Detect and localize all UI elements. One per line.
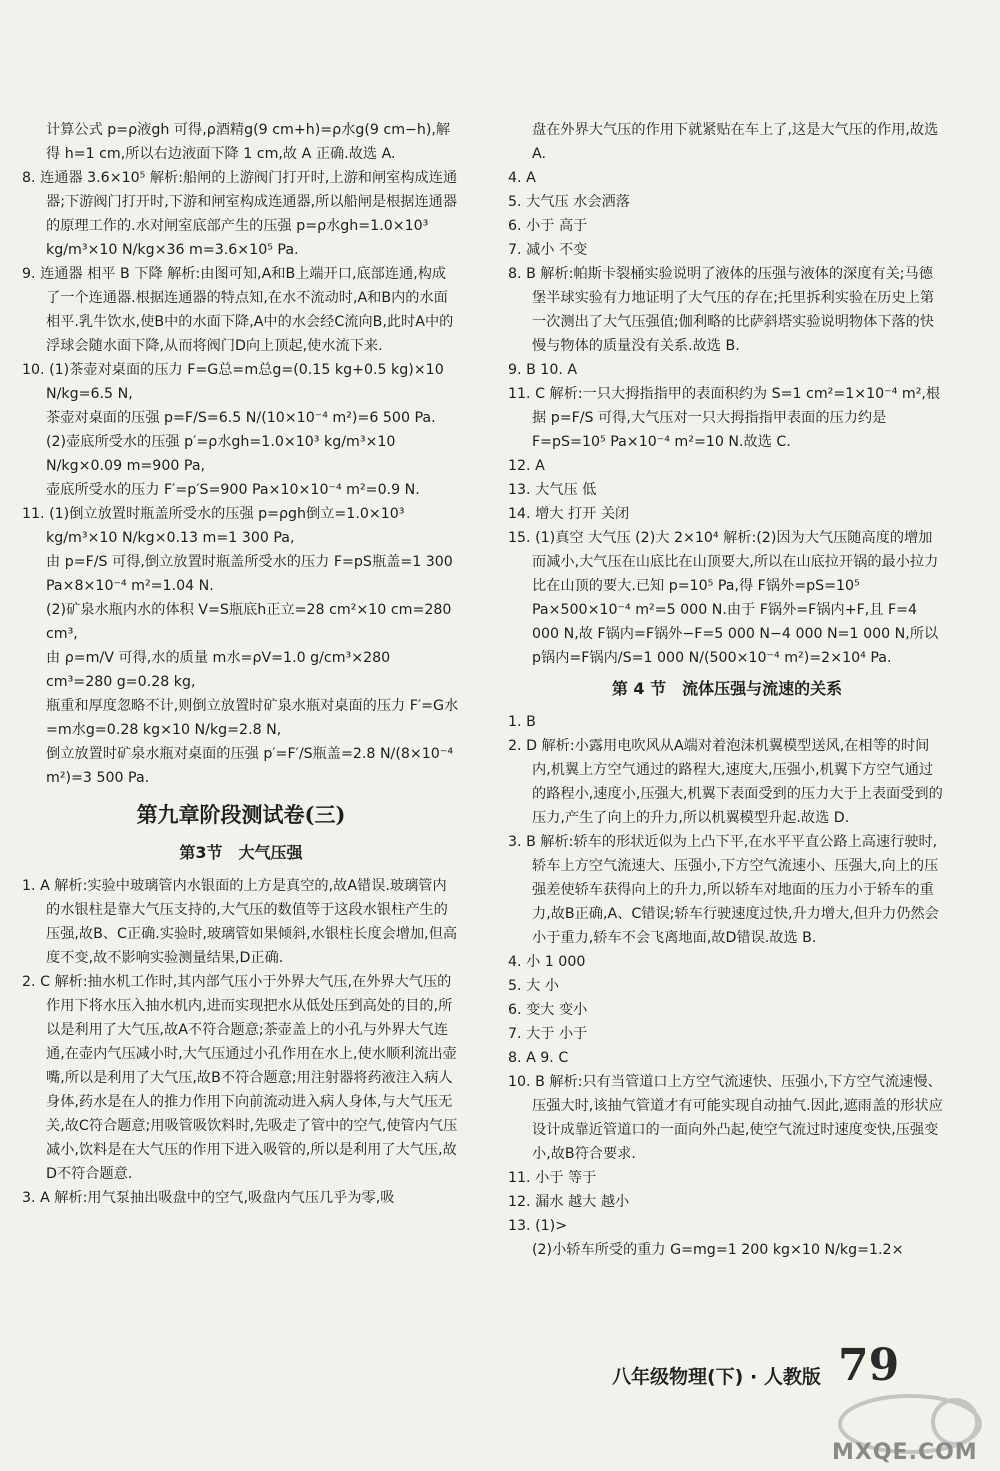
answer-number: 9.	[508, 362, 522, 378]
answer-subline: (2)矿泉水瓶内水的体积 V=S瓶底h正立=28 cm²×10 cm=280 cm³,	[46, 602, 452, 642]
answer-item	[508, 166, 946, 190]
answer-number: 10.	[22, 362, 45, 378]
answer-text: B 10. A	[526, 362, 578, 378]
answer-item	[508, 358, 946, 382]
answer-number: 11.	[22, 506, 45, 522]
answer-item	[508, 1166, 946, 1190]
answer-text: (1)茶壶对桌面的压力 F=G总=m总g=(0.15 kg+0.5 kg)×10 N/kg=6.5 N,	[46, 362, 444, 402]
answer-text: 漏水 越大 越小	[535, 1194, 630, 1210]
answer-number: 7.	[508, 1026, 522, 1042]
answer-item	[508, 998, 946, 1022]
section-title: 第 4 节 流体压强与流速的关系	[611, 679, 843, 698]
answer-number: 4.	[508, 170, 522, 186]
answer-item	[508, 830, 946, 950]
answer-number: 6.	[508, 218, 522, 234]
answer-number: 5.	[508, 194, 522, 210]
answer-item	[22, 262, 460, 358]
answer-text: 连通器 3.6×10⁵ 解析:船闸的上游阀门打开时,上游和闸室构成连通器;下游阀门打开时,下游和闸室构成连通器,所以船闸是根据连通器的原理工作的.水对闸室底部产生的压强 p=ρ水gh=1.0×10³ kg/m³×10 N/kg×36 m=3.6×10⁵ Pa.	[40, 170, 458, 258]
answer-text: 大气压 水会洒落	[526, 194, 630, 210]
answer-subline: 瓶重和厚度忽略不计,则倒立放置时矿泉水瓶对桌面的压力 F′=G水=m水g=0.28 kg×10 N/kg=2.8 N,	[46, 698, 459, 738]
left-column	[22, 118, 460, 1210]
answer-item	[508, 950, 946, 974]
answer-number: 4.	[508, 954, 522, 970]
watermark-text: MXQE.COM	[832, 1440, 978, 1465]
answer-item	[508, 710, 946, 734]
answer-number: 14.	[508, 506, 531, 522]
footer-label: 八年级物理(下) · 人教版	[612, 1366, 821, 1388]
page-number: 79	[838, 1340, 900, 1391]
answer-item	[508, 190, 946, 214]
answer-item	[22, 166, 460, 262]
answer-text: 小于 高于	[526, 218, 588, 234]
answer-item	[508, 1070, 946, 1166]
answer-number: 13.	[508, 482, 531, 498]
continued-text: 计算公式 p=ρ液gh 可得,ρ酒精g(9 cm+h)=ρ水g(9 cm−h),解得 h=1 cm,所以右边液面下降 1 cm,故 A 正确.故选 A.	[46, 122, 451, 162]
answer-item	[508, 974, 946, 998]
chapter-title: 第九章阶段测试卷(三)	[136, 802, 346, 827]
answer-item	[508, 502, 946, 526]
answer-text: (1)>	[535, 1218, 568, 1234]
answer-item	[22, 970, 460, 1186]
answer-item	[508, 1214, 946, 1238]
answer-item	[508, 1190, 946, 1214]
answer-item	[22, 1186, 460, 1210]
answer-number: 13.	[508, 1218, 531, 1234]
answer-subline: (2)壶底所受水的压强 p′=ρ水gh=1.0×10³ kg/m³×10 N/kg×0.09 m=900 Pa,	[46, 434, 396, 474]
answer-subline: 由 ρ=m/V 可得,水的质量 m水=ρV=1.0 g/cm³×280 cm³=280 g=0.28 kg,	[46, 650, 391, 690]
answer-text: 连通器 相平 B 下降 解析:由图可知,A和B上端开口,底部连通,构成了一个连通器.根据连通器的特点知,在水不流动时,A和B内的水面相平.乳牛饮水,使B中的水面下降,A中的水会经C流向B,此时A中的浮球会随水面下降,从而将阀门D向上顶起,使水流下来.	[40, 266, 454, 354]
answer-item	[508, 262, 946, 358]
answer-text: A	[526, 170, 536, 186]
answer-item	[508, 454, 946, 478]
answer-item	[508, 238, 946, 262]
answer-subline: 茶壶对桌面的压强 p=F/S=6.5 N/(10×10⁻⁴ m²)=6 500 Pa.	[46, 410, 436, 426]
answer-text: (1)真空 大气压 (2)大 2×10⁴ 解析:(2)因为大气压随高度的增加而减小,大气压在山底比在山顶要大,所以在山底拉开锅的最小拉力比在山顶的要大.已知 p=10⁵ Pa,得 F锅外=pS=10⁵ Pa×500×10⁻⁴ m²=5 000 N.由于 F锅外=F锅内+F,且 F=4 000 N,故 F锅内=F锅外−F=5 000 N−4 000 N=1 000 N,所以 p锅内=F锅内/S=1 000 N/(500×10⁻⁴ m²)=2×10⁴ Pa.	[532, 530, 939, 666]
answer-text: 大 小	[526, 978, 559, 994]
answer-text: C 解析:一只大拇指指甲的表面积约为 S=1 cm²=1×10⁻⁴ m²,根据 p=F/S 可得,大气压对一只大拇指指甲表面的压力约是 F=pS=10⁵ Pa×10⁻⁴ m²=10 N.故选 C.	[532, 386, 941, 450]
answer-item	[22, 502, 460, 550]
answer-text: A 解析:用气泵抽出吸盘中的空气,吸盘内气压几乎为零,吸	[40, 1190, 395, 1206]
answer-item	[508, 734, 946, 830]
answer-number: 5.	[508, 978, 522, 994]
answer-number: 8.	[508, 266, 522, 282]
answer-number: 2.	[508, 738, 522, 754]
answer-number: 10.	[508, 1074, 531, 1090]
answer-text: 小 1 000	[526, 954, 586, 970]
answer-text: D 解析:小露用电吹风从A端对着泡沫机翼模型送风,在相等的时间内,机翼上方空气通过的路程大,速度大,压强小,机翼下方空气通过的路程小,速度小,压强大,机翼下表面受到的压力大于上表面受到的压力,产生了向上的升力,所以机翼模型升起.故选 D.	[526, 738, 943, 826]
section-title: 第3节 大气压强	[179, 843, 303, 862]
answer-text: 小于 等于	[535, 1170, 597, 1186]
answer-item	[508, 526, 946, 670]
answer-text: 大气压 低	[535, 482, 597, 498]
answer-text: B 解析:轿车的形状近似为上凸下平,在水平平直公路上高速行驶时,轿车上方空气流速大、压强小,下方空气流速小、压强大,向上的压强差使轿车获得向上的升力,所以轿车对地面的压力小于轿车的重力,故B正确,A、C错误;轿车行驶速度过快,升力增大,但升力仍然会小于重力,轿车不会飞离地面,故D错误.故选 B.	[526, 834, 939, 946]
answer-subline: 由 p=F/S 可得,倒立放置时瓶盖所受水的压力 F=pS瓶盖=1 300 Pa×8×10⁻⁴ m²=1.04 N.	[46, 554, 453, 594]
answer-number: 2.	[22, 974, 36, 990]
answer-text: B 解析:只有当管道口上方空气流速快、压强小,下方空气流速慢、压强大时,该抽气管道才有可能实现自动抽气.因此,遮雨盖的形状应设计成靠近管道口的一面向外凸起,使空气流过时速度变快,压强变小,故B符合要求.	[532, 1074, 943, 1162]
answer-item	[508, 1046, 946, 1070]
answer-number: 1.	[508, 714, 522, 730]
answer-subline: 壶底所受水的压力 F′=p′S=900 Pa×10×10⁻⁴ m²=0.9 N.	[46, 482, 420, 498]
answer-number: 8.	[22, 170, 36, 186]
answer-item	[22, 874, 460, 970]
answer-number: 1.	[22, 878, 36, 894]
answer-text: C 解析:抽水机工作时,其内部气压小于外界大气压,在外界大气压的作用下将水压入抽水机内,进而实现把水从低处压到高处的目的,所以是利用了大气压,故A不符合题意;茶壶盖上的小孔与外界大气连通,在壶内气压减小时,大气压通过小孔作用在水上,使水顺利流出壶嘴,所以是利用了大气压,故B不符合题意;用注射器将药液注入病人身体,药水是在人的推力作用下向前流动进入病人身体,与大气压无关,故C符合题意;用吸管吸饮料时,先吸走了管中的空气,使管内气压减小,饮料是在大气压的作用下进入吸管的,所以是利用了大气压,故D不符合题意.	[40, 974, 458, 1182]
answer-number: 12.	[508, 1194, 531, 1210]
answer-subline: 倒立放置时矿泉水瓶对桌面的压强 p′=F′/S瓶盖=2.8 N/(8×10⁻⁴ m²)=3 500 Pa.	[46, 746, 454, 786]
answer-text: (1)倒立放置时瓶盖所受水的压强 p=ρgh倒立=1.0×10³ kg/m³×10 N/kg×0.13 m=1 300 Pa,	[46, 506, 405, 546]
answer-number: 15.	[508, 530, 531, 546]
continued-text: 盘在外界大气压的作用下就紧贴在车上了,这是大气压的作用,故选 A.	[532, 122, 939, 162]
answer-number: 3.	[22, 1190, 36, 1206]
answer-text: A	[535, 458, 545, 474]
answer-number: 12.	[508, 458, 531, 474]
answer-number: 9.	[22, 266, 36, 282]
answer-number: 11.	[508, 1170, 531, 1186]
answer-text: B 解析:帕斯卡裂桶实验说明了液体的压强与液体的深度有关;马德堡半球实验有力地证明了大气压的存在;托里拆利实验在历史上第一次测出了大气压强值;伽利略的比萨斜塔实验说明物体下落的快慢与物体的质量没有关系.故选 B.	[526, 266, 935, 354]
answer-text: A 解析:实验中玻璃管内水银面的上方是真空的,故A错误.玻璃管内的水银柱是靠大气压支持的,大气压的数值等于这段水银柱产生的压强,故B、C正确.实验时,玻璃管如果倾斜,水银柱长度会增加,但高度不变,故不影响实验测量结果,D正确.	[40, 878, 458, 966]
answer-number: 7.	[508, 242, 522, 258]
answer-text: B	[526, 714, 536, 730]
answer-item	[508, 1022, 946, 1046]
answer-text: 大于 小于	[526, 1026, 588, 1042]
right-column	[508, 118, 946, 1262]
answer-item	[508, 214, 946, 238]
answer-number: 11.	[508, 386, 531, 402]
answer-text: A 9. C	[526, 1050, 569, 1066]
answer-item	[22, 358, 460, 406]
answer-number: 3.	[508, 834, 522, 850]
answer-item	[508, 382, 946, 454]
answer-number: 8.	[508, 1050, 522, 1066]
answer-text: 增大 打开 关闭	[535, 506, 630, 522]
answer-text: 变大 变小	[526, 1002, 588, 1018]
answer-item	[508, 478, 946, 502]
answer-number: 6.	[508, 1002, 522, 1018]
answer-subline: (2)小轿车所受的重力 G=mg=1 200 kg×10 N/kg=1.2×	[532, 1242, 904, 1258]
answer-text: 减小 不变	[526, 242, 588, 258]
